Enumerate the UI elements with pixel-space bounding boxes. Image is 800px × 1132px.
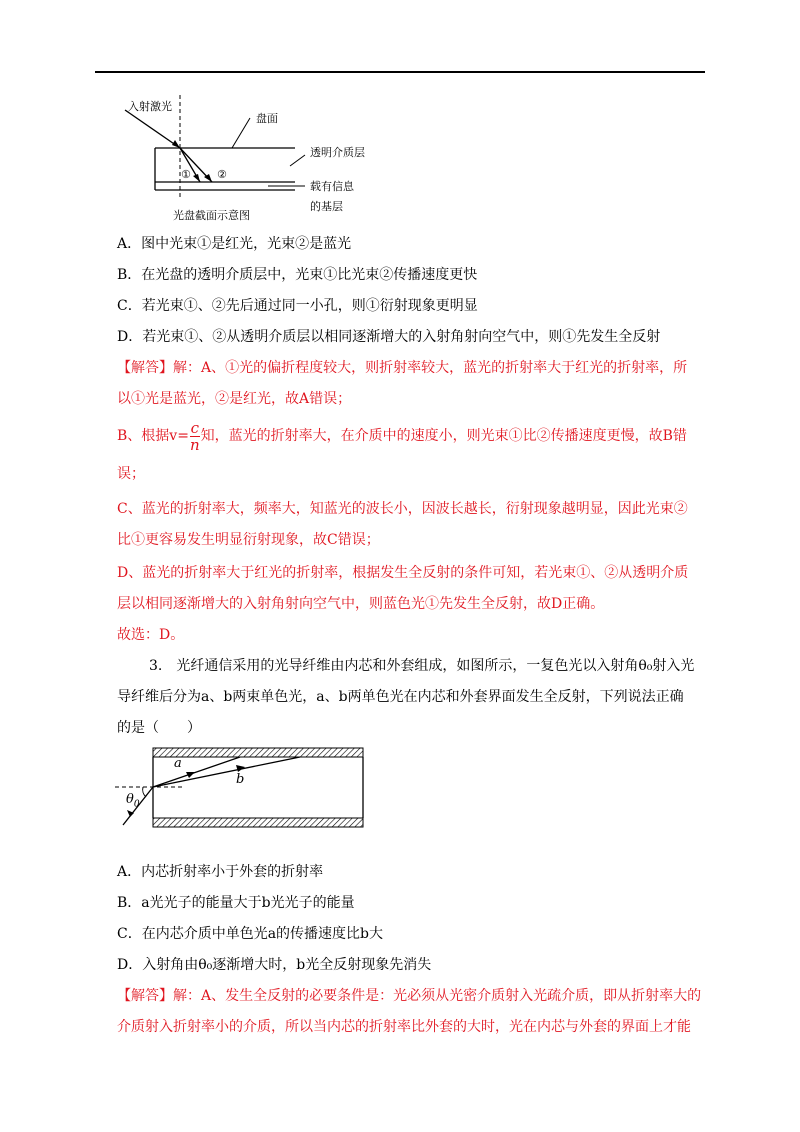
q2-option-b: B．在光盘的透明介质层中，光束①比光束②传播速度更快 [117,267,478,283]
base-label-1: 载有信息 [310,180,354,193]
transparent-layer-label: 透明介质层 [310,146,365,159]
q2-option-c: C．若光束①、②先后通过同一小孔，则①衍射现象更明显 [117,298,478,314]
q3-option-d: D．入射角由θ₀逐渐增大时，b光全反射现象先消失 [117,957,432,973]
q3-stem-1: 3. 光纤通信采用的光导纤维由内芯和外套组成，如图所示，一复色光以入射角θ₀射入光 [149,658,695,674]
q2-answer-d1: D、蓝光的折射率大于红光的折射率，根据发生全反射的条件可知，若光束①、②从透明介质 [117,565,689,581]
q2-answer-a2: 以①光是蓝光，②是红光，故A错误； [117,391,352,407]
theta-subscript: 0 [133,799,140,810]
q2-answer-b-pre: B、根据v= [117,428,189,444]
theta-symbol: θ [126,792,134,807]
q3-stem-3: 的是（ ） [117,720,201,736]
incident-laser-label: 入射激光 [128,100,172,113]
fiber-theta-label [126,792,140,810]
q3-option-b: B．a光光子的能量大于b光光子的能量 [117,895,355,911]
q2-answer-b2: 误； [117,466,145,482]
q3-answer-1: 【解答】解：A、发生全反射的必要条件是：光必须从光密介质射入光疏介质，即从折射率大的 [117,988,702,1004]
disc-diagram [0,0,800,230]
q3-option-c: C．在内芯介质中单色光a的传播速度比b大 [117,926,384,942]
beam-1-label: ① [181,168,191,181]
base-label-2: 的基层 [310,200,343,213]
q2-option-d: D．若光束①、②从透明介质层以相同逐渐增大的入射角射向空气中，则①先发生全反射 [117,329,661,345]
q2-answer-a1: 【解答】解：A、①光的偏折程度较大，则折射率较大，蓝光的折射率大于红光的折射率，所 [117,360,688,376]
q2-answer-c1: C、蓝光的折射率大，频率大，知蓝光的波长小，因波长越长，衍射现象越明显，因此光束② [117,501,688,517]
q3-stem-2: 导纤维后分为a、b两束单色光，a、b两单色光在内芯和外套界面发生全反射，下列说法正确 [117,689,684,705]
fiber-a-label: a [174,756,182,771]
q2-answer-c2: 比①更容易发生明显衍射现象，故C错误； [117,532,380,548]
q2-answer-choice: 故选：D。 [117,627,185,643]
figure-caption: 光盘截面示意图 [173,209,250,222]
fiber-diagram [0,740,800,880]
velocity-fraction [190,420,200,453]
q3-option-a: A．内芯折射率小于外套的折射率 [117,864,324,880]
q2-answer-d2: 层以相同逐渐增大的入射角射向空气中，则蓝色光①先发生全反射，故D正确。 [117,596,605,612]
fraction-denominator: n [189,435,200,454]
disc-surface-label: 盘面 [256,112,278,125]
fiber-b-label: b [236,772,245,787]
q2-answer-b-post: 知，蓝光的折射率大，在介质中的速度小，则光束①比②传播速度更慢，故B错 [200,428,687,444]
q3-answer-2: 介质射入折射率小的介质，所以当内芯的折射率比外套的大时，光在内芯与外套的界面上才能 [117,1019,691,1035]
q2-option-a: A．图中光束①是红光，光束②是蓝光 [117,236,352,252]
beam-2-label: ② [217,168,227,181]
q2-answer-b1 [117,418,687,454]
fraction-numerator: c [190,418,199,437]
